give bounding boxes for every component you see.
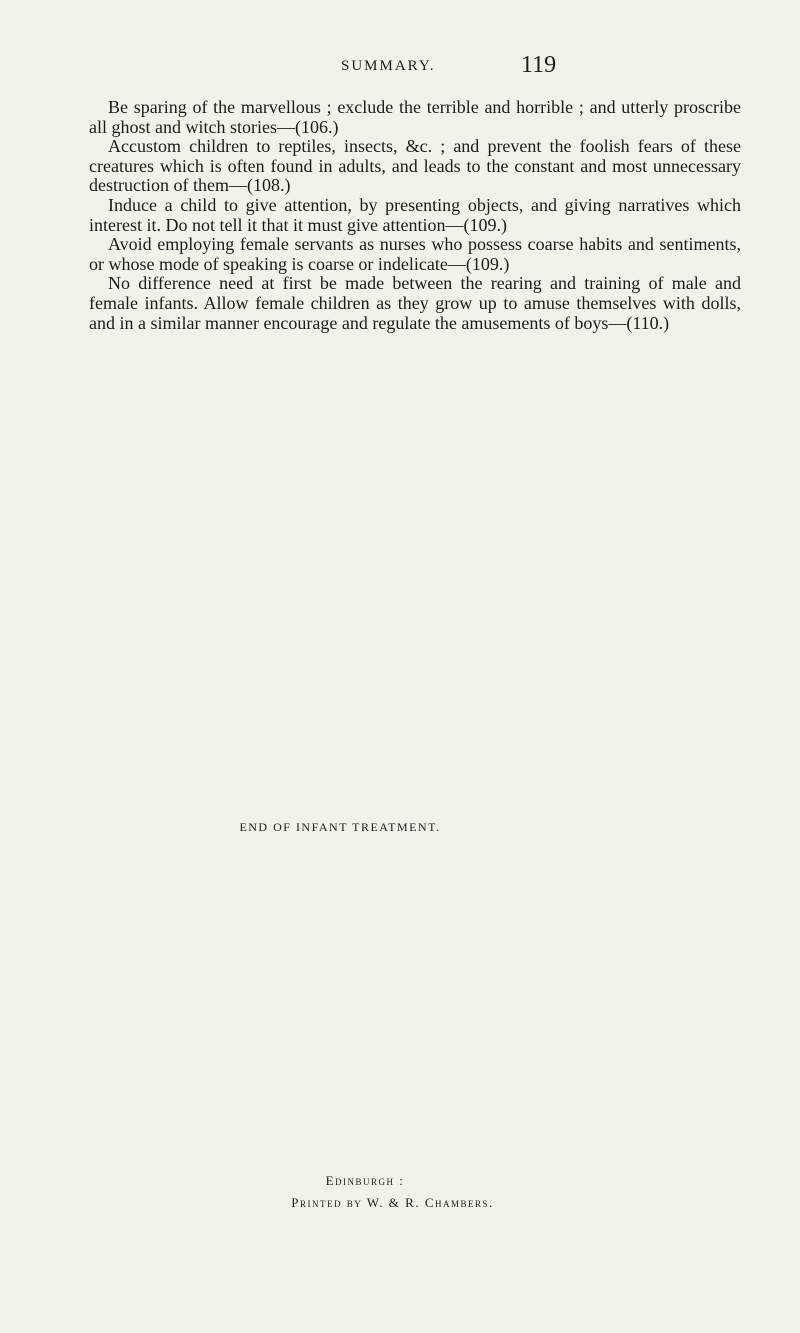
summary-paragraph: Accustom children to reptiles, insects, &c. ; and prevent the foolish fears of these creatures which is often found in adults, and leads to the constant and most unnecessary destruction of them—(108.) (89, 136, 741, 196)
summary-paragraph: Avoid employing female servants as nurses who possess coarse habits and sentiments, or whose mode of speaking is coarse or indelicate—(109.) (89, 234, 741, 274)
summary-text (89, 98, 741, 333)
summary-paragraph: Induce a child to give attention, by presenting objects, and giving narratives which interest it. Do not tell it that it must give attention—(109.) (89, 194, 741, 235)
summary-paragraph: Be sparing of the marvellous ; exclude the terrible and horrible ; and utterly proscribe all ghost and witch stories—(106.) (89, 97, 741, 137)
running-title: SUMMARY. (341, 58, 436, 74)
imprint-city: Edinburgh : (325, 1173, 405, 1188)
end-notice: END OF INFANT TREATMENT. (239, 820, 441, 834)
imprint-printer: Printed by W. & R. Chambers. (291, 1195, 494, 1210)
summary-paragraph: No difference need at first be made between the rearing and training of male and female infants. Allow female children as they grow up to amuse themselves with dolls, and in a similar manner encourage and regulate the amusements of boys—(110.) (89, 273, 741, 333)
page-number: 119 (521, 52, 557, 78)
running-head (0, 52, 800, 92)
